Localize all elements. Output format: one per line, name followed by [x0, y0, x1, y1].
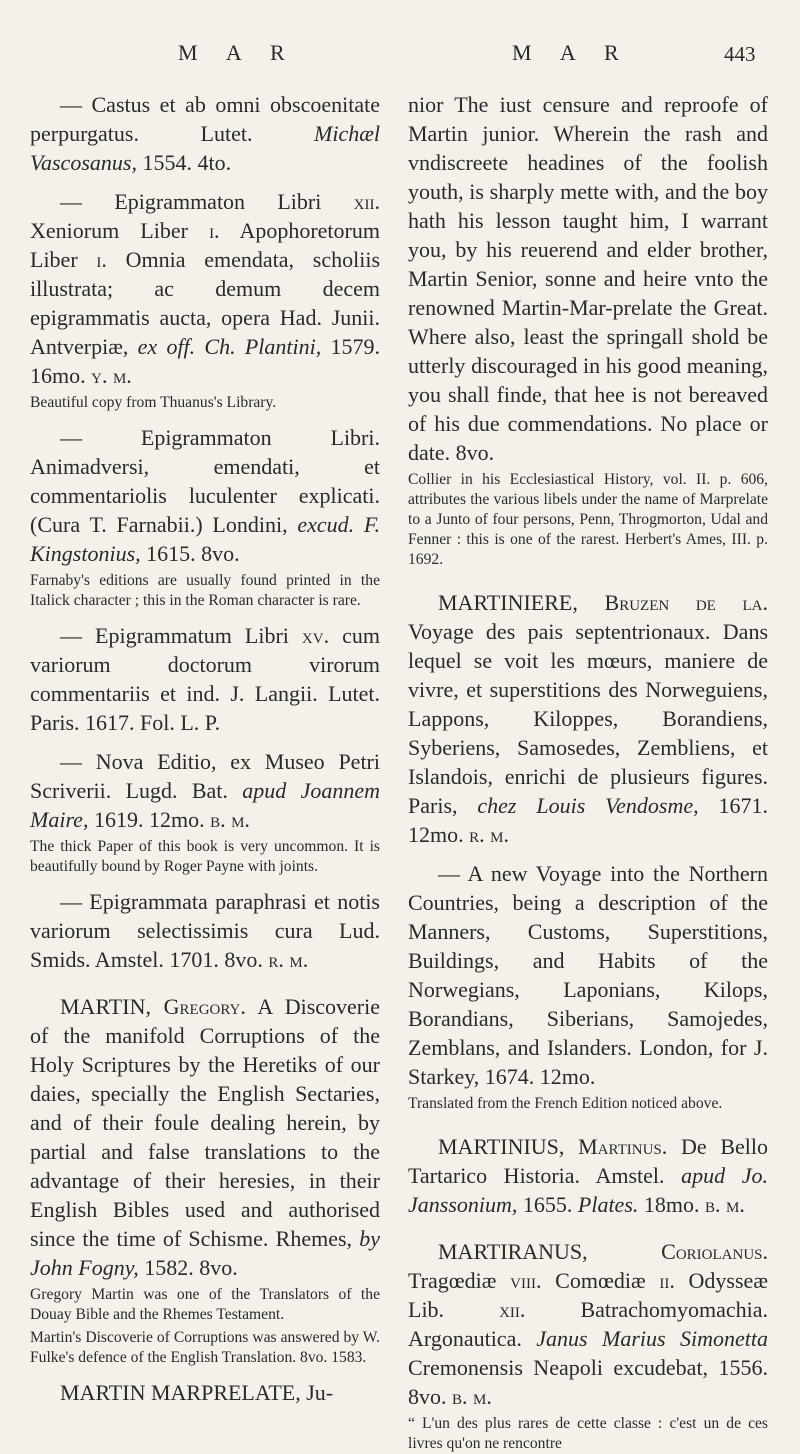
- entry-epigrammaton-1579: — Epigrammaton Libri xii. Xeniorum Liber i. Apophoretorum Liber i. Omnia emendata, scholiis illustrata; ac demum decem epigrammatis aucta, opera Had. Junii. Antverpiæ, ex off. Ch. Plantini, 1579. 16mo. y. m.: [30, 189, 381, 388]
- entry-martin-gregory: MARTIN, Gregory. A Discoverie of the manifold Corruptions of the Holy Scriptures by the Heretiks of our daies, specially the English Sectaries, and of their foule dealing herein, by partial and false translations to the advantage of their heresies, in their English Bibles used and authorised since the time of Schisme. Rhemes, by John Fogny, 1582. 8vo.: [30, 994, 381, 1280]
- note-translated: Translated from the French Edition noticed above.: [408, 1095, 723, 1112]
- note-fulke: Martin's Discoverie of Corruptions was answered by W. Fulke's defence of the English Translation. 8vo. 1583.: [30, 1329, 380, 1366]
- running-head-left: M A R: [178, 40, 297, 65]
- note-farnaby: Farnaby's editions are usually found printed in the Italick character ; this in the Roman character is rare.: [30, 572, 380, 609]
- entry-nova-editio: — Nova Editio, ex Museo Petri Scriverii. Lugd. Bat. apud Joannem Maire, 1619. 12mo. b. m.: [30, 749, 381, 832]
- note-collier: Collier in his Ecclesiastical History, vol. II. p. 606, attributes the various libels under the name of Marprelate to a Junto of four persons, Penn, Throgmorton, Udal and Fenner : this is one of the rarest. Herbert's Ames, III. p. 1692.: [408, 471, 768, 568]
- entry-epigrammata-1701: — Epigrammata paraphrasi et notis variorum selectissimis cura Lud. Smids. Amstel. 1701. 8vo. r. m.: [30, 889, 380, 972]
- note-gregory-martin: Gregory Martin was one of the Translators of the Douay Bible and the Rhemes Testament.: [30, 1286, 380, 1323]
- note-thuanus: Beautiful copy from Thuanus's Library.: [30, 394, 277, 411]
- entry-castus: — Castus et ab omni obscoenitate perpurgatus. Lutet. Michæl Vascosanus, 1554. 4to.: [30, 92, 381, 175]
- left-column: [30, 90, 380, 1407]
- entry-new-voyage: — A new Voyage into the Northern Countries, being a description of the Manners, Customs, Superstitions, Buildings, and Habits of the Norwegians, Laponians, Kilops, Borandians, Siberians, Samojedes, Zemblans, and Islanders. London, for J. Starkey, 1674. 12mo.: [408, 861, 768, 1089]
- note-roger-payne: The thick Paper of this book is very uncommon. It is beautifully bound by Roger Payne with joints.: [30, 838, 380, 875]
- page-number: 443: [724, 42, 756, 66]
- entry-martiniere: MARTINIERE, Bruzen de la. Voyage des pais septentrionaux. Dans lequel se voit les mœurs, maniere de vivre, et superstitions des Norweguiens, Lappons, Kiloppes, Borandiens, Syberiens, Samosedes, Zembliens, et Islandois, enrichi de plusieurs figures. Paris, chez Louis Vendosme, 1671. 12mo. r. m.: [408, 590, 769, 847]
- entry-marprelate-continued: nior The iust censure and reproofe of Martin junior. Wherein the rash and vndiscreete headines of the foolish youth, is sharply mette with, and the boy hath his lesson taught him, I warrant you, by his reuerend and elder brother, Martin Senior, sonne and heire vnto the renowned Martin-Mar-prelate the Great. Where also, least the springall shold be utterly discouraged in his good meaning, you shall finde, that hee is not bereaved of his due commendations. No place or date. 8vo.: [408, 92, 768, 465]
- entry-martin-marprelate: MARTIN MARPRELATE, Ju-: [60, 1380, 334, 1405]
- entry-epigrammaton-1615: — Epigrammaton Libri. Animadversi, emendati, et commentariolis luculenter explicati. (Cura T. Farnabii.) Londini, excud. F. Kingstonius, 1615. 8vo.: [30, 425, 380, 566]
- note-lun-des-plus-rares: “ L'un des plus rares de cette classe : c'est un de ces livres qu'on ne rencontre: [408, 1415, 768, 1452]
- entry-martiranus: MARTIRANUS, Coriolanus. Tragœdiæ viii. Comœdiæ ii. Odysseæ Lib. xii. Batrachomyomachia. Argonautica. Janus Marius Simonetta Cremonensis Neapoli excudebat, 1556. 8vo. b. m.: [408, 1239, 768, 1409]
- right-column: [408, 90, 768, 1454]
- entry-epigrammatum-1617: — Epigrammatum Libri xv. cum variorum doctorum virorum commentariis et ind. J. Langii. Lutet. Paris. 1617. Fol. L. P.: [30, 623, 381, 735]
- running-head-right: M A R: [512, 40, 631, 65]
- entry-martinius: MARTINIUS, Martinus. De Bello Tartarico Historia. Amstel. apud Jo. Janssonium, 1655. Plates. 18mo. b. m.: [408, 1134, 768, 1217]
